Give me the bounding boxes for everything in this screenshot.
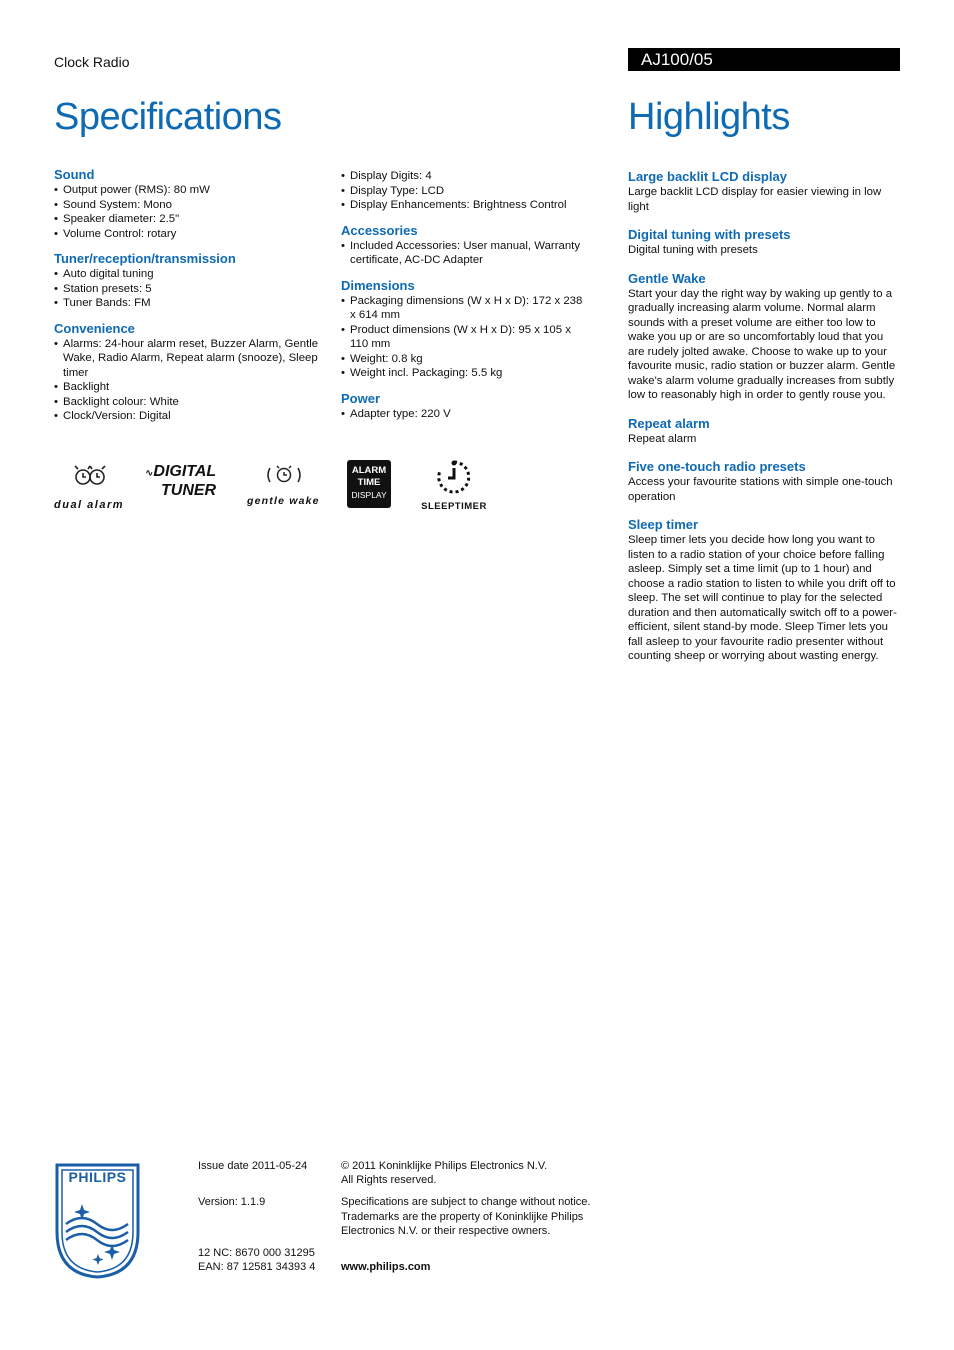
spec-list [54,267,329,311]
highlight-description: Large backlit LCD display for easier viewing in low light [628,186,882,213]
dual-alarm-logo [54,462,129,512]
dual-alarm-label: dual alarm [54,499,125,511]
highlight-title: Repeat alarm [628,415,710,431]
spec-item: • Display Digits: 4 [341,169,591,184]
spec-item: • Packaging dimensions (W x H x D): 172 x 238 x 614 mm [341,294,591,323]
specs-column-middle [341,169,591,431]
spec-item: • Station presets: 5 [54,282,329,297]
digital-label: DIGITAL [153,463,217,480]
spec-item: • Backlight [54,380,329,395]
rights-line: All Rights reserved. [341,1174,437,1186]
highlight-title: Large backlit LCD display [628,169,787,184]
spec-section-dimensions [341,278,591,381]
specifications-title: Specifications [54,96,282,138]
spec-item: • Adapter type: 220 V [341,407,591,422]
spec-section-sound [54,167,329,241]
gentle-alarm-icon [247,460,317,488]
spec-list [54,183,329,241]
highlight-item [628,416,900,447]
gentle-wake-logo [247,460,325,512]
section-title: Accessories [341,222,418,238]
highlight-title: Gentle Wake [628,270,706,286]
specs-column-left [54,167,329,434]
feature-logos [54,456,504,516]
section-title: Dimensions [341,277,415,293]
highlight-title: Five one-touch radio presets [628,459,806,474]
spec-item: • Tuner Bands: FM [54,296,329,311]
digital-tuner-logo [141,464,241,512]
highlights-title: Highlights [628,96,790,138]
spec-list [341,239,591,268]
spec-section-convenience [54,321,329,424]
highlight-item [628,227,900,258]
spec-section-tuner [54,251,329,311]
highlight-description: Repeat alarm [628,432,697,445]
philips-brand-text: PHILIPS [68,1169,127,1185]
spec-section-display [341,169,591,213]
highlight-description: Sleep timer lets you decide how long you want to listen to a radio station of your choice before falling asleep. Simply set a time limit (up to 1 hour) and choose a radio station to listen to while you drift off to sleep. The set will continue to play for the selected duration and then automatically switch off to a power-efficient, silent stand-by mode. Sleep Timer lets you fall asleep to your favourite radio presenter without counting sheep or worrying about wasting energy. [628,534,897,662]
section-title: Tuner/reception/transmission [54,251,236,266]
spec-item: • Weight: 0.8 kg [341,352,591,367]
spec-list [341,169,591,213]
highlight-description: Access your favourite stations with simple one-touch operation [628,476,893,503]
copyright-line: © 2011 Koninklijke Philips Electronics N.V. [341,1160,548,1172]
spec-item: • Speaker diameter: 2.5" [54,212,329,227]
spec-item: • Product dimensions (W x H x D): 95 x 105 x 110 mm [341,323,591,352]
spec-section-accessories [341,223,591,268]
philips-shield-logo [54,1162,141,1280]
highlights-column [628,169,900,677]
highlight-item [628,271,900,403]
spec-item: • Weight incl. Packaging: 5.5 kg [341,366,591,381]
spec-item: • Output power (RMS): 80 mW [54,183,329,198]
ean-code: EAN: 87 12581 34393 4 [198,1261,316,1273]
legal-notice: Specifications are subject to change without notice. Trademarks are the property of Koninklijke Philips Electronics N.V. or their respective owners. [341,1196,591,1237]
spec-list [341,407,591,422]
section-title: Power [341,390,381,406]
display-label: DISPLAY [351,490,387,500]
highlight-title: Sleep timer [628,517,699,532]
issue-date: Issue date 2011-05-24 [198,1160,308,1172]
highlight-item [628,169,900,214]
spec-item: • Display Type: LCD [341,184,591,199]
gentle-wake-label: gentle wake [247,495,320,507]
section-title: Convenience [54,320,135,336]
website-link[interactable]: www.philips.com [341,1261,431,1273]
spec-item: • Clock/Version: Digital [54,409,329,424]
spec-section-power [341,391,591,422]
version: Version: 1.1.9 [198,1196,266,1208]
model-number: AJ100/05 [628,48,900,71]
alarm-label: ALARM [351,465,387,476]
spec-list [341,294,591,381]
spec-item: • Volume Control: rotary [54,227,329,242]
spec-item: • Backlight colour: White [54,395,329,410]
time-label: TIME [357,477,381,488]
spec-list [54,337,329,424]
section-title: Sound [54,167,95,182]
signal-dots-icon: ∿ [145,468,154,479]
alarm-time-display-logo [347,460,391,508]
highlight-description: Start your day the right way by waking up gently to a gradually increasing alarm volume. Normal alarm sounds with a preset volume are either too low to wake you up or are so uncomfortably loud that you are rudely jolted awake. Choose to wake up to your favourite music, radio station or buzzer alarm. Gentle wake's alarm volume gradually increases from subtly low to reasonably high in order to gently rouse you. [628,287,896,401]
sleeptimer-logo [414,458,494,512]
highlight-description: Digital tuning with presets [628,244,758,256]
tuner-label: TUNER [161,482,217,499]
twelve-nc: 12 NC: 8670 000 31295 [198,1247,315,1259]
spec-item: • Sound System: Mono [54,198,329,213]
sleep-timer-icon [434,458,474,496]
alarm-clock-icon [54,462,129,490]
highlight-title: Digital tuning with presets [628,227,791,242]
spec-item: • Auto digital tuning [54,267,329,282]
sleeptimer-label: SLEEPTIMER [421,501,487,512]
spec-item: • Display Enhancements: Brightness Control [341,198,591,213]
highlight-item [628,459,900,504]
spec-item: • Included Accessories: User manual, Warranty certificate, AC-DC Adapter [341,239,591,268]
spec-item: • Alarms: 24-hour alarm reset, Buzzer Alarm, Gentle Wake, Radio Alarm, Repeat alarm (snooze), Sleep timer [54,337,329,381]
highlight-item [628,517,900,664]
product-type: Clock Radio [54,54,130,70]
